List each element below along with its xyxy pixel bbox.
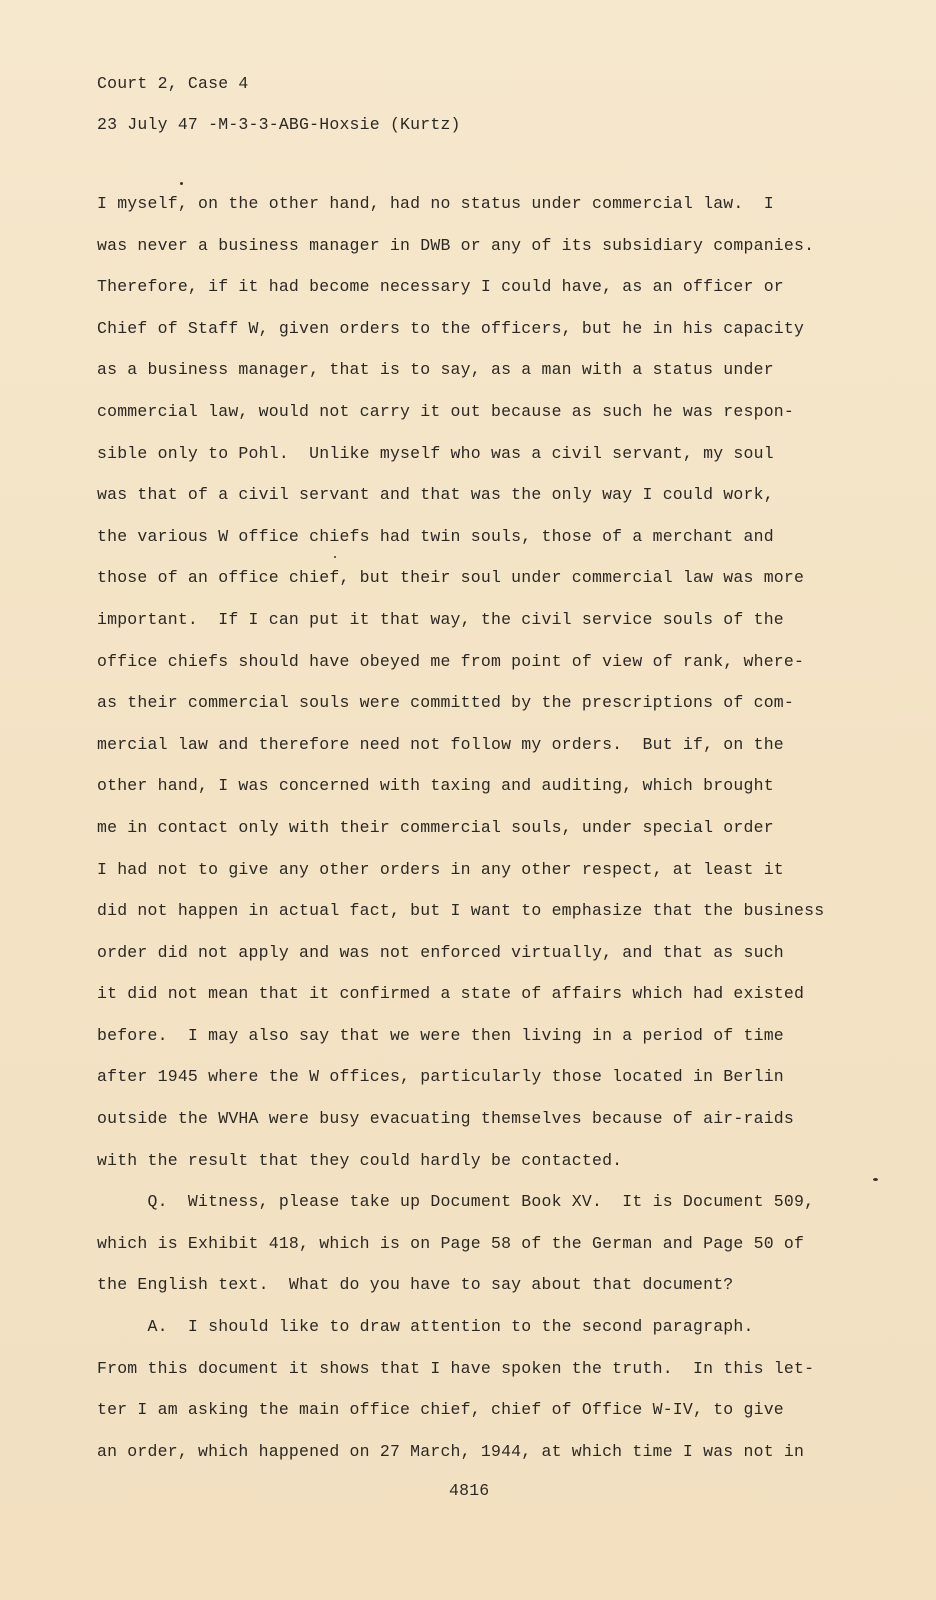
text-line: me in contact only with their commercial souls, under special order xyxy=(97,817,774,837)
page-number: 4816 xyxy=(449,1481,490,1500)
text-line: Chief of Staff W, given orders to the officers, but he in his capacity xyxy=(97,318,805,338)
text-line: before. I may also say that we were then living in a period of time xyxy=(97,1025,784,1045)
text-line: as a business manager, that is to say, as a man with a status under xyxy=(97,360,774,380)
text-line: the various W office chiefs had twin souls, those of a merchant and xyxy=(97,526,774,546)
text-line: those of an office chief, but their soul under commercial law was more xyxy=(97,568,805,588)
text-line: after 1945 where the W offices, particularly those located in Berlin xyxy=(97,1067,784,1087)
text-line: ter I am asking the main office chief, chief of Office W-IV, to give xyxy=(97,1400,784,1420)
question-line: Q. Witness, please take up Document Book XV. It is Document 509, xyxy=(97,1192,815,1212)
transcript-body xyxy=(97,193,857,1482)
text-line: was never a business manager in DWB or any of its subsidiary companies. xyxy=(97,235,815,255)
text-line: order did not apply and was not enforced virtually, and that as such xyxy=(97,942,784,962)
text-line: I had not to give any other orders in any other respect, at least it xyxy=(97,859,784,879)
text-line: sible only to Pohl. Unlike myself who was a civil servant, my soul xyxy=(97,443,774,463)
text-line: Therefore, if it had become necessary I could have, as an officer or xyxy=(97,277,784,297)
text-line: From this document it shows that I have spoken the truth. In this let- xyxy=(97,1358,815,1378)
paper-speck xyxy=(180,182,183,185)
text-line: with the result that they could hardly be contacted. xyxy=(97,1150,623,1170)
text-line: office chiefs should have obeyed me from point of view of rank, where- xyxy=(97,651,805,671)
text-line: which is Exhibit 418, which is on Page 58 of the German and Page 50 of xyxy=(97,1233,805,1253)
text-line: mercial law and therefore need not follow my orders. But if, on the xyxy=(97,734,784,754)
paper-speck xyxy=(334,556,336,558)
text-line: did not happen in actual fact, but I want to emphasize that the business xyxy=(97,901,825,921)
text-line: other hand, I was concerned with taxing and auditing, which brought xyxy=(97,776,774,796)
text-line: the English text. What do you have to say about that document? xyxy=(97,1275,734,1295)
text-line: it did not mean that it confirmed a state of affairs which had existed xyxy=(97,984,805,1004)
text-line: outside the WVHA were busy evacuating themselves because of air-raids xyxy=(97,1109,795,1129)
text-line: commercial law, would not carry it out because as such he was respon- xyxy=(97,401,795,421)
text-line: was that of a civil servant and that was the only way I could work, xyxy=(97,485,774,505)
text-line: important. If I can put it that way, the civil service souls of the xyxy=(97,609,784,629)
text-line: I myself, on the other hand, had no status under commercial law. I xyxy=(97,194,774,213)
text-line: an order, which happened on 27 March, 1944, at which time I was not in xyxy=(97,1441,805,1461)
answer-line: A. I should like to draw attention to the second paragraph. xyxy=(97,1317,754,1337)
date-reference-header: 23 July 47 -M-3-3-ABG-Hoxsie (Kurtz) xyxy=(97,115,461,134)
court-case-header: Court 2, Case 4 xyxy=(97,74,249,93)
paper-speck xyxy=(873,1178,878,1181)
text-line: as their commercial souls were committed by the prescriptions of com- xyxy=(97,693,795,713)
